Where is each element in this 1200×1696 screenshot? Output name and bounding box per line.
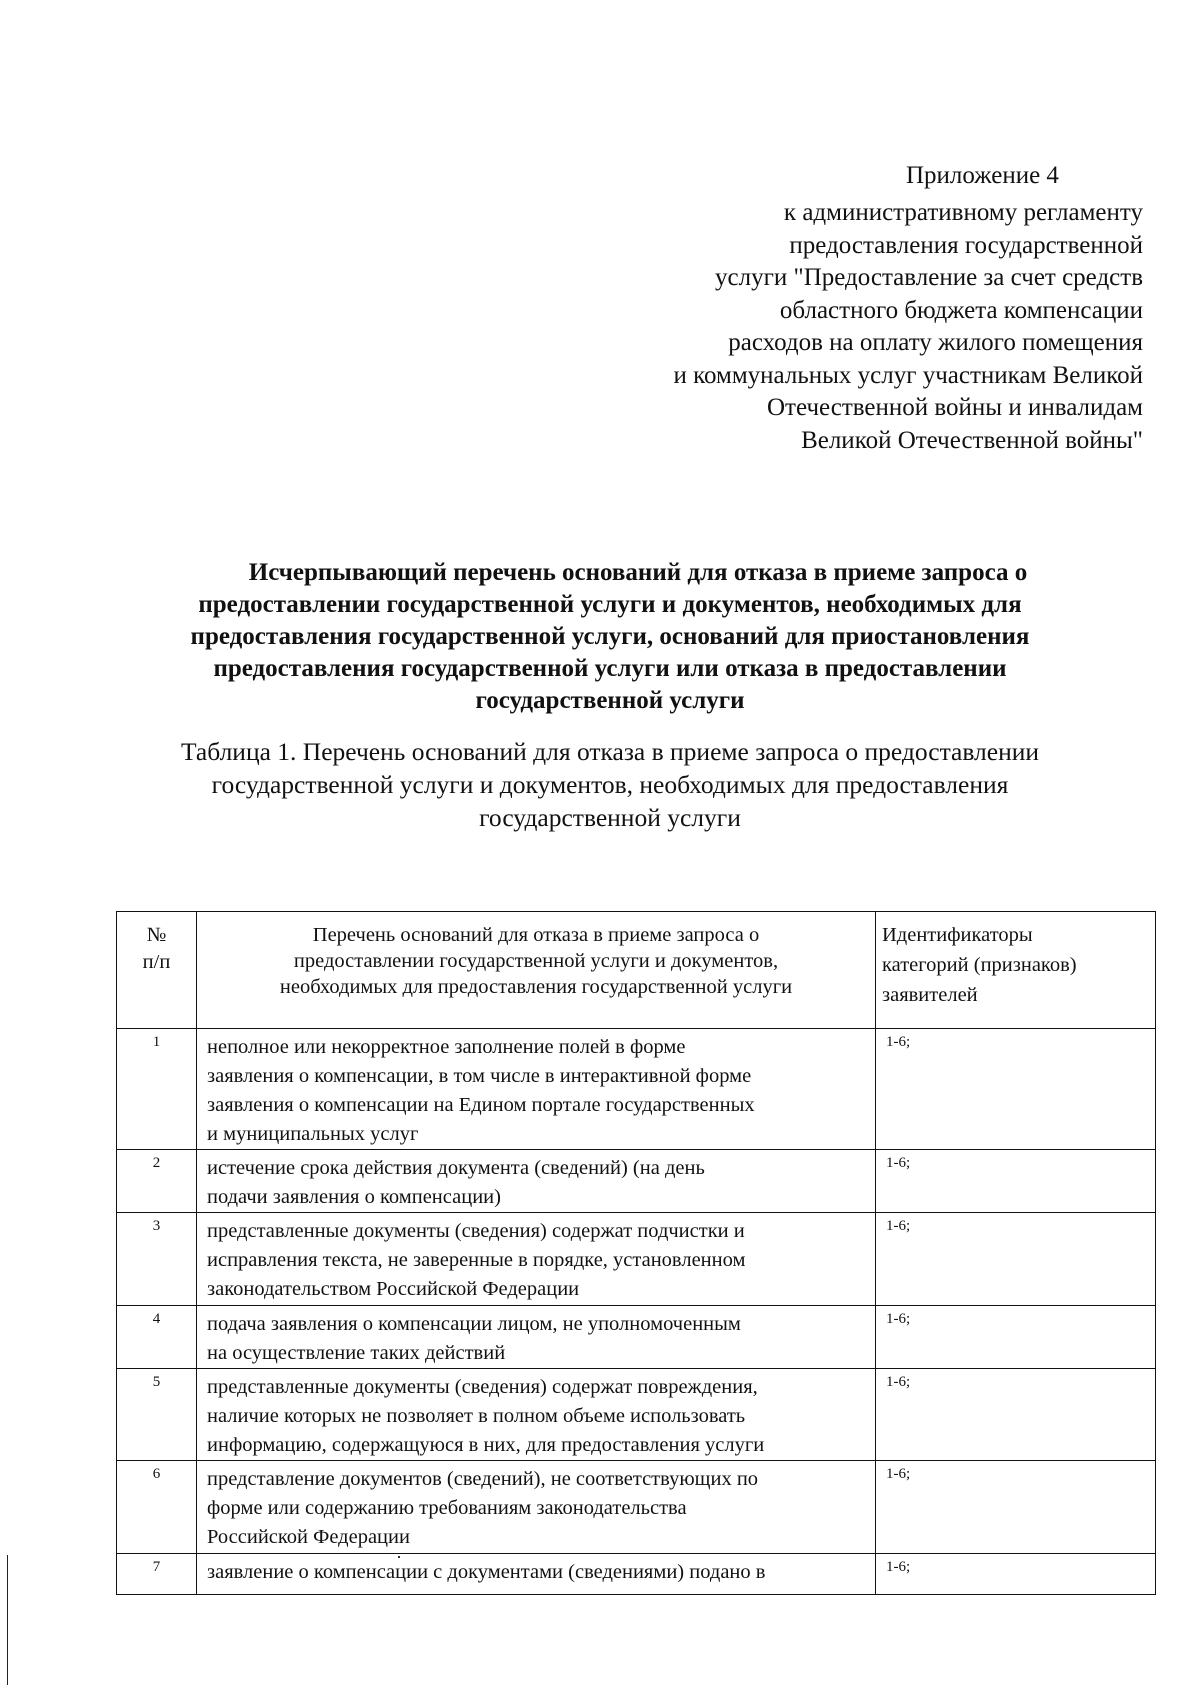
row-number: 3 — [117, 1213, 197, 1306]
table-row — [117, 1150, 1156, 1213]
table-row — [117, 1029, 1156, 1150]
row-reason: представленные документы (сведения) содержат подчистки и исправления текста, не заверенные в порядке, установленном законодательством Российской Федерации — [197, 1213, 876, 1306]
annex-line: услуги "Предоставление за счет средств — [715, 264, 1143, 291]
row-reason: заявление о компенсации с документами (сведениями) подано в — [197, 1554, 876, 1595]
header-reason: Перечень оснований для отказа в приеме запроса о предоставлении государственной услуги и документов, необходимых для предоставления государственной услуги — [197, 912, 876, 1029]
row-number: 6 — [117, 1461, 197, 1554]
row-identifiers: 1-6; — [876, 1213, 1156, 1306]
heading-line: предоставлении государственной услуги и документов, необходимых для — [198, 591, 1022, 618]
row-reason: представление документов (сведений), не соответствующих по форме или содержанию требованиям законодательства Российской Федерации — [197, 1461, 876, 1554]
table-row — [117, 1369, 1156, 1461]
annex-line: к административному регламенту — [783, 199, 1143, 226]
row-reason: представленные документы (сведения) содержат повреждения, наличие которых не позволяет в полном объеме использовать информацию, содержащуюся в них, для предоставления услуги — [197, 1369, 876, 1461]
grounds-table — [116, 911, 1156, 1595]
row-reason: неполное или некорректное заполнение полей в форме заявления о компенсации, в том числе в интерактивной форме заявления о компенсации на Едином портале государственных и муниципальных услуг — [197, 1029, 876, 1150]
row-identifiers: 1-6; — [876, 1029, 1156, 1150]
table-row — [117, 1306, 1156, 1369]
table-header-row — [117, 912, 1156, 1029]
row-number: 2 — [117, 1150, 197, 1213]
row-reason: подача заявления о компенсации лицом, не уполномоченным на осуществление таких действий — [197, 1306, 876, 1369]
row-identifiers: 1-6; — [876, 1461, 1156, 1554]
header-number: № п/п — [117, 912, 197, 1029]
table-caption — [120, 735, 1100, 834]
row-number: 5 — [117, 1369, 197, 1461]
heading-line: предоставления государственной услуги, оснований для приостановления — [190, 623, 1030, 650]
annex-line: Великой Отечественной войны" — [801, 426, 1143, 454]
row-reason: истечение срока действия документа (сведений) (на день подачи заявления о компенсации) — [197, 1150, 876, 1213]
caption-line: государственной услуги — [479, 803, 741, 832]
table-row — [117, 1554, 1156, 1595]
row-identifiers: 1-6; — [876, 1150, 1156, 1213]
heading-line: Исчерпывающий перечень оснований для отказа в приеме запроса о — [248, 559, 1028, 586]
row-identifiers: 1-6; — [876, 1306, 1156, 1369]
row-number: 4 — [117, 1306, 197, 1369]
table-row — [117, 1213, 1156, 1306]
row-identifiers: 1-6; — [876, 1554, 1156, 1595]
caption-line: государственной услуги и документов, необходимых для предоставления — [211, 770, 1009, 799]
caption-line: Таблица 1. Перечень оснований для отказа в приеме запроса о предоставлении — [180, 737, 1040, 766]
annex-line: и коммунальных услуг участникам Великой — [673, 361, 1143, 389]
row-identifiers: 1-6; — [876, 1369, 1156, 1461]
row-number: 7 — [117, 1554, 197, 1595]
table-row — [117, 1461, 1156, 1554]
annex-line: расходов на оплату жилого помещения — [728, 329, 1143, 356]
heading-line: государственной услуги — [475, 687, 745, 714]
header-identifiers: Идентификаторы категорий (признаков) заявителей — [876, 912, 1156, 1029]
annex-line: Отечественной войны и инвалидам — [766, 394, 1143, 421]
annex-number: Приложение 4 — [906, 162, 1059, 189]
annex-line: областного бюджета компенсации — [779, 296, 1143, 324]
scan-edge-line — [7, 1555, 8, 1685]
heading-line: предоставления государственной услуги или отказа в предоставлении — [213, 655, 1007, 682]
row-number: 1 — [117, 1029, 197, 1150]
annex-reference — [523, 197, 1143, 457]
document-heading — [130, 557, 1090, 717]
annex-line: предоставления государственной — [789, 231, 1143, 259]
